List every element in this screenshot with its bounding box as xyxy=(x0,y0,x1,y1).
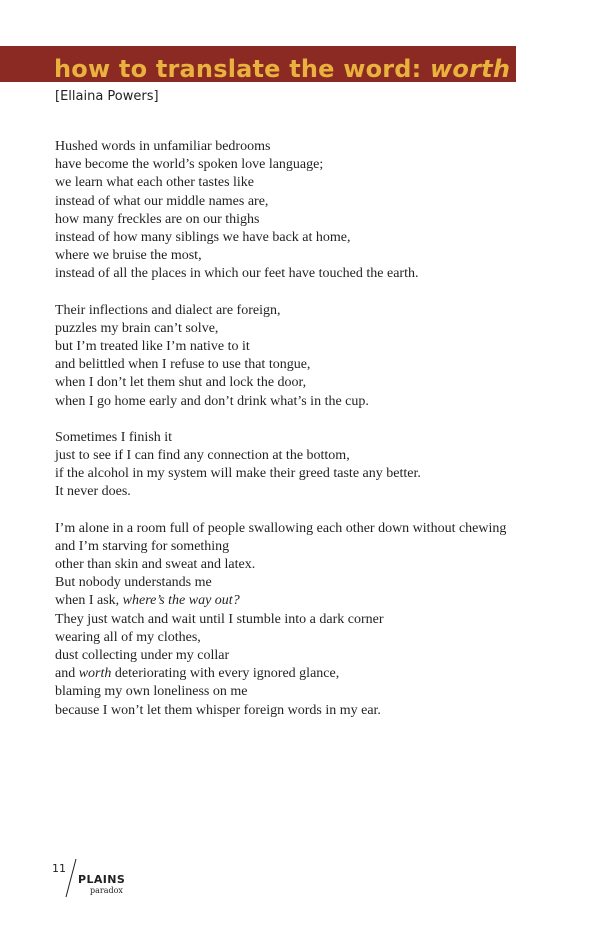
author-byline: [Ellaina Powers] xyxy=(55,89,159,104)
logo-slash-icon xyxy=(64,858,78,898)
stanza-2 xyxy=(55,302,575,411)
poem-line: we learn what each other tastes like xyxy=(55,175,255,191)
ask-prefix: when I ask, xyxy=(55,593,123,609)
page-number: 11 xyxy=(52,862,66,875)
poem-line: when I don’t let them shut and lock the door, xyxy=(55,375,307,391)
stanza-1 xyxy=(55,138,575,284)
worth-prefix: and xyxy=(55,666,79,682)
poem-line: when I go home early and don’t drink what’s in the cup. xyxy=(55,393,369,409)
poem-line: But nobody understands me xyxy=(55,575,212,591)
poem-line: blaming my own loneliness on me xyxy=(55,684,248,700)
poem-line xyxy=(55,665,575,683)
poem-line: because I won’t let them whisper foreign words in my ear. xyxy=(55,702,381,718)
poem-line: other than skin and sweat and latex. xyxy=(55,557,256,573)
poem-body xyxy=(55,138,575,738)
poem-line: but I’m treated like I’m native to it xyxy=(55,339,250,355)
ask-emphasis: where’s the way out? xyxy=(122,593,240,609)
poem-line: instead of what our middle names are, xyxy=(55,193,269,209)
poem-line: and belittled when I refuse to use that tongue, xyxy=(55,357,311,373)
poem-line: They just watch and wait until I stumble into a dark corner xyxy=(55,611,384,627)
poem-line: Hushed words in unfamiliar bedrooms xyxy=(55,139,271,154)
poem-line: Sometimes I finish it xyxy=(55,429,173,445)
poem-line xyxy=(55,592,575,610)
worth-emphasis: worth xyxy=(78,666,112,682)
poem-line: where we bruise the most, xyxy=(55,248,202,264)
page-footer xyxy=(52,858,172,898)
poem-line: puzzles my brain can’t solve, xyxy=(55,320,219,336)
poem-line: have become the world’s spoken love language; xyxy=(55,157,324,173)
poem-line: how many freckles are on our thighs xyxy=(55,211,260,227)
title-main: how to translate the word: xyxy=(54,55,431,83)
stanza-4 xyxy=(55,520,575,720)
poem-line: wearing all of my clothes, xyxy=(55,629,201,645)
poem-line: Their inflections and dialect are foreign, xyxy=(55,302,281,318)
logo-subtitle: paradox xyxy=(90,886,123,895)
worth-suffix: deteriorating with every ignored glance, xyxy=(111,666,340,682)
title-emphasis: worth xyxy=(430,55,511,83)
poem-line: dust collecting under my collar xyxy=(55,648,230,664)
poem-line: if the alcohol in my system will make their greed taste any better. xyxy=(55,466,421,482)
logo-wordmark: PLAINS xyxy=(78,873,126,886)
poem-line: I’m alone in a room full of people swallowing each other down without chewing xyxy=(55,520,507,536)
poem-line: just to see if I can find any connection at the bottom, xyxy=(55,448,350,464)
poem-line: It never does. xyxy=(55,484,131,500)
stanza-3 xyxy=(55,429,575,502)
poem-line: instead of how many siblings we have back at home, xyxy=(55,230,351,246)
poem-title xyxy=(54,55,510,83)
poem-line: and I’m starving for something xyxy=(55,538,230,554)
poem-line: instead of all the places in which our feet have touched the earth. xyxy=(55,266,419,282)
